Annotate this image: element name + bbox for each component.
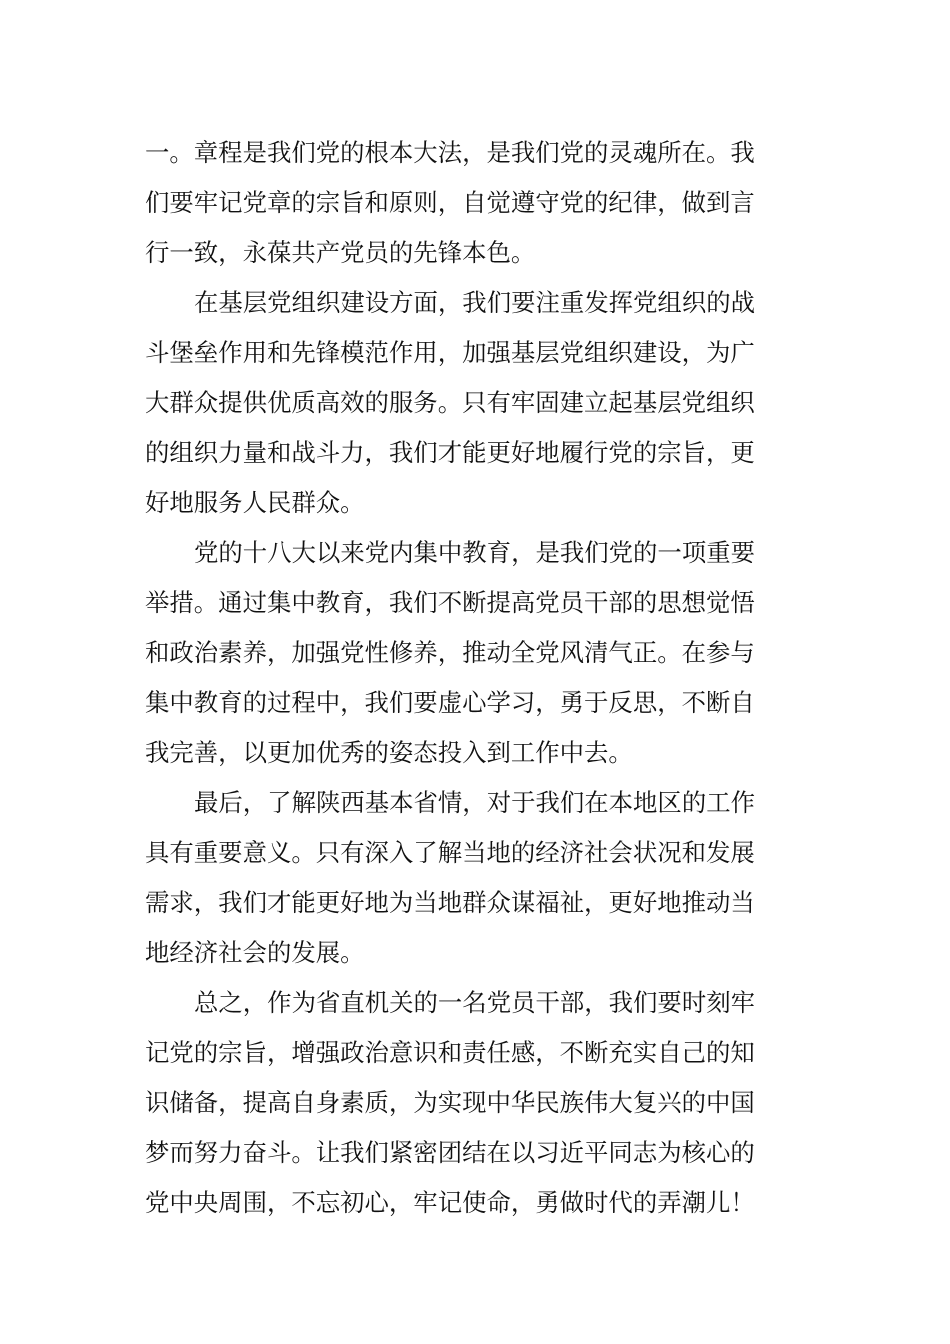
text-line: 记党的宗旨，增强政治意识和责任感，不断充实自己的知	[145, 1038, 755, 1067]
text-line: 识储备，提高自身素质，为实现中华民族伟大复兴的中国	[145, 1088, 755, 1117]
text-line: 党的十八大以来党内集中教育，是我们党的一项重要	[194, 538, 755, 567]
text-line: 在基层党组织建设方面，我们要注重发挥党组织的战	[194, 288, 755, 317]
text-line: 大群众提供优质高效的服务。只有牢固建立起基层党组织	[145, 388, 755, 417]
paragraph-conclusion	[145, 978, 795, 1228]
text-line: 最后，了解陕西基本省情，对于我们在本地区的工作	[194, 788, 755, 817]
text-line: 总之，作为省直机关的一名党员干部，我们要时刻牢	[194, 988, 755, 1017]
paragraph-party-constitution	[145, 128, 795, 278]
paragraph-shaanxi-situation	[145, 778, 795, 978]
paragraph-grassroots-organization	[145, 278, 795, 528]
text-line: 举措。通过集中教育，我们不断提高党员干部的思想觉悟	[145, 588, 755, 617]
text-line: 我完善，以更加优秀的姿态投入到工作中去。	[145, 738, 633, 767]
text-line: 一。章程是我们党的根本大法，是我们党的灵魂所在。我	[145, 138, 755, 167]
text-line: 梦而努力奋斗。让我们紧密团结在以习近平同志为核心的	[145, 1138, 755, 1167]
text-line: 们要牢记党章的宗旨和原则，自觉遵守党的纪律，做到言	[145, 188, 755, 217]
text-line: 行一致，永葆共产党员的先锋本色。	[145, 238, 536, 267]
document-body	[145, 128, 795, 1228]
text-line: 具有重要意义。只有深入了解当地的经济社会状况和发展	[145, 838, 755, 867]
text-line: 斗堡垒作用和先锋模范作用，加强基层党组织建设，为广	[145, 338, 755, 367]
text-line: 的组织力量和战斗力，我们才能更好地履行党的宗旨，更	[145, 438, 755, 467]
text-line: 地经济社会的发展。	[145, 938, 365, 967]
paragraph-concentrated-education	[145, 528, 795, 778]
text-line: 好地服务人民群众。	[145, 488, 365, 517]
text-line: 和政治素养，加强党性修养，推动全党风清气正。在参与	[145, 638, 755, 667]
text-line: 需求，我们才能更好地为当地群众谋福祉，更好地推动当	[145, 888, 755, 917]
text-line: 集中教育的过程中，我们要虚心学习，勇于反思，不断自	[145, 688, 755, 717]
text-line: 党中央周围，不忘初心，牢记使命，勇做时代的弄潮儿！	[145, 1188, 755, 1217]
